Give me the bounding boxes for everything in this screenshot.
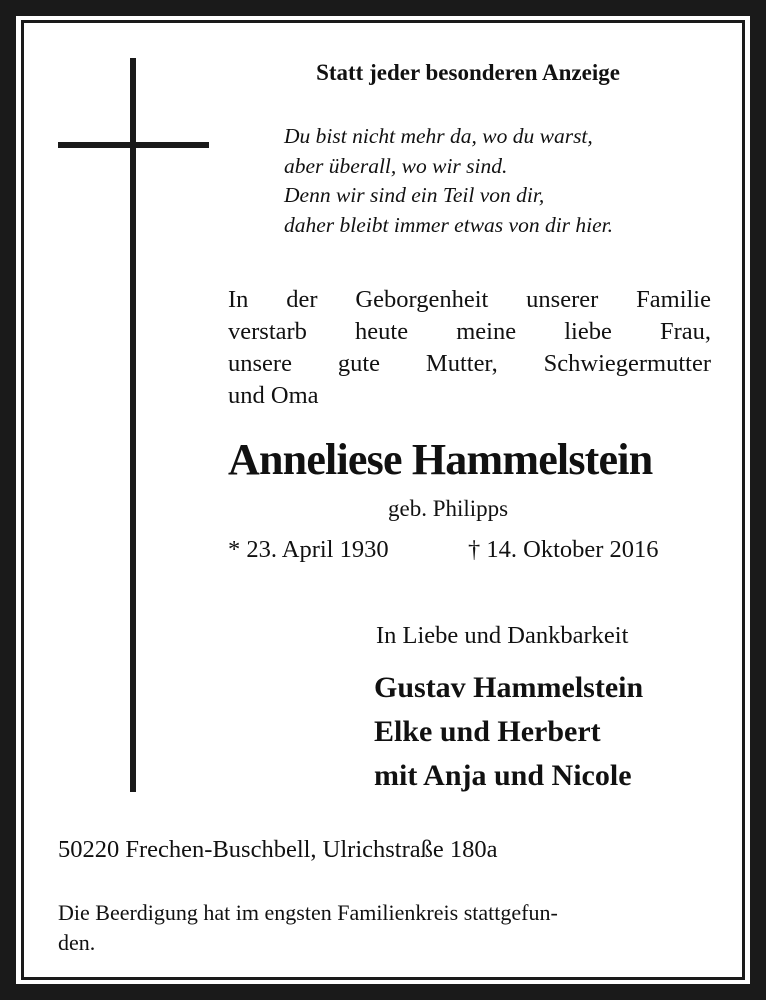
mourners-list — [374, 666, 643, 798]
intro-line: In der Geborgenheit unserer Familie — [228, 286, 711, 313]
maiden-name: geb. Philipps — [388, 496, 509, 521]
notice-header: Statt jeder besonderen Anzeige — [316, 60, 620, 85]
funeral-note-line: Die Beerdigung hat im engsten Familienkreis stattgefun- — [58, 900, 558, 925]
deceased-name: Anneliese Hammelstein — [228, 435, 653, 484]
address: 50220 Frechen-Buschbell, Ulrichstraße 180a — [58, 836, 498, 863]
funeral-note-line: den. — [58, 930, 96, 955]
poem-line: aber überall, wo wir sind. — [284, 153, 508, 178]
funeral-note — [58, 898, 718, 958]
cross-vertical-bar — [130, 58, 136, 792]
death-date: † 14. Oktober 2016 — [468, 536, 659, 563]
poem — [284, 122, 613, 240]
mourner-name: Gustav Hammelstein — [374, 671, 644, 704]
intro-line: unsere gute Mutter, Schwiegermutter — [228, 350, 711, 377]
intro-line: und Oma — [228, 382, 319, 409]
poem-line: daher bleibt immer etwas von dir hier. — [284, 212, 614, 237]
closing-phrase: In Liebe und Dankbarkeit — [376, 622, 629, 649]
intro-line: verstarb heute meine liebe Frau, — [228, 318, 711, 345]
poem-line: Du bist nicht mehr da, wo du warst, — [284, 124, 593, 148]
cross-horizontal-bar — [58, 142, 209, 148]
poem-line: Denn wir sind ein Teil von dir, — [284, 183, 545, 207]
mourner-name: Elke und Herbert — [374, 715, 601, 748]
mourner-name: mit Anja und Nicole — [374, 759, 632, 792]
intro-text — [228, 284, 711, 412]
birth-date: * 23. April 1930 — [228, 536, 389, 563]
